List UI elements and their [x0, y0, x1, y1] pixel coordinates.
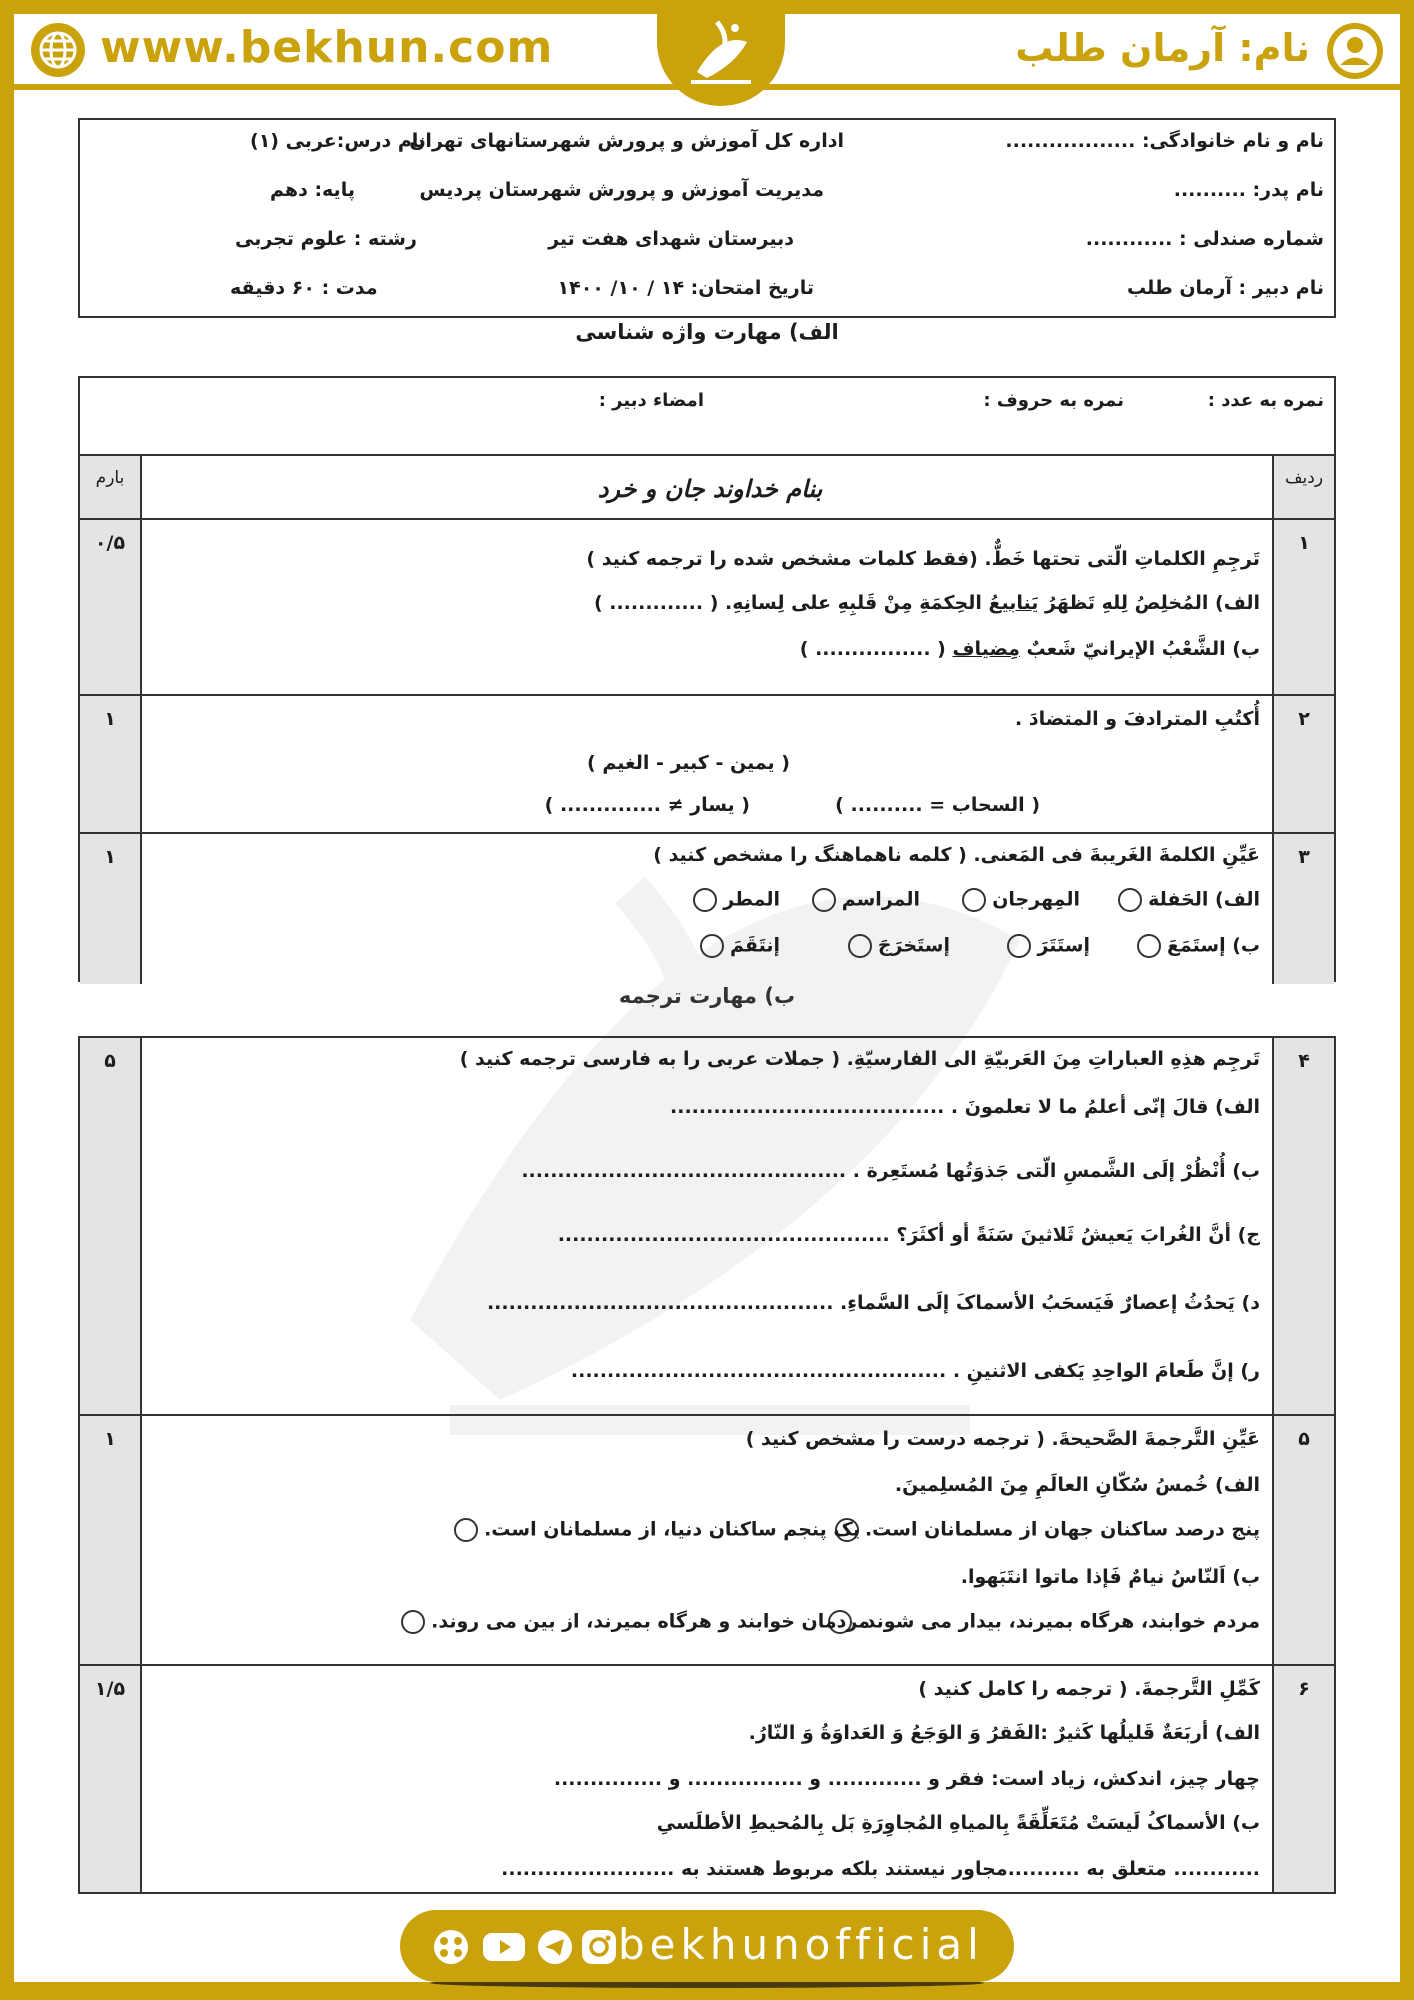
question-prompt: تَرجِمِ الکلماتِ الّتی تحتها خَطٌّ. (فقط کلمات مشخص شده را ترجمه کنید )	[586, 548, 1260, 570]
radio-circle[interactable]	[401, 1610, 425, 1634]
question-number: ۲	[1272, 696, 1334, 832]
grade-level: پایه: دهم	[270, 179, 355, 201]
option-radio[interactable]	[828, 1610, 1260, 1634]
section-a-title: الف) مهارت واژه شناسی	[575, 320, 839, 344]
option-label: ب) إستَمَعَ	[1166, 934, 1260, 957]
questions-table-part-2	[78, 1036, 1336, 1894]
grade-signature-row	[80, 378, 1334, 456]
antonym-blank: ( یسار ≠ .............. )	[544, 794, 750, 816]
question-content	[160, 696, 1260, 832]
item-text: ب) الشَّعْبُ الإیرانيّ شَعبٌ	[1019, 638, 1260, 660]
question-prompt: أُکتُبِ المترادفَ و المتضادَ .	[1015, 708, 1260, 730]
option-radio[interactable]	[962, 888, 1080, 912]
synonym-blank: ( السحاب = .......... )	[835, 794, 1040, 816]
exam-date: تاریخ امتحان: ۱۴ / ۱۰/ ۱۴۰۰	[557, 277, 814, 299]
option-label: الف) الحَفلة	[1148, 888, 1260, 911]
question-number: ۱	[1272, 520, 1334, 694]
question-row-4	[80, 1038, 1334, 1416]
question-row-3	[80, 834, 1334, 984]
radio-circle[interactable]	[1137, 934, 1161, 958]
radio-circle[interactable]	[1118, 888, 1142, 912]
study-field: رشته : علوم تجربی	[235, 228, 417, 250]
option-radio[interactable]	[848, 934, 950, 958]
question-score: ۱	[80, 834, 142, 984]
translation-line: ب) أُنْظُرْ إلَی الشَّمسِ الّتی جَذوَتُها مُستَعِرة . .............................................	[521, 1160, 1260, 1182]
option-label: یک پنجم ساکنان دنیا، از مسلمانان است.	[484, 1518, 860, 1541]
exam-info-header	[78, 118, 1336, 318]
option-label: إنتَقَمَ	[730, 934, 780, 957]
radio-circle[interactable]	[962, 888, 986, 912]
office-title: اداره کل آموزش و پرورش شهرستانهای تهران	[409, 130, 844, 152]
option-radio[interactable]	[693, 888, 780, 912]
radio-circle[interactable]	[693, 888, 717, 912]
question-number: ۳	[1272, 834, 1334, 984]
option-radio[interactable]	[401, 1610, 870, 1634]
item-text: الف) المُخلِصُ لِلهِ تَظهَرُ	[1038, 592, 1260, 614]
user-icon	[1324, 20, 1386, 82]
option-label: مردمان خوابند و هرگاه بمیرند، از بین می روند.	[431, 1610, 870, 1633]
question-item-b	[800, 638, 1260, 660]
question-item-a	[594, 592, 1260, 614]
item-text: الحِکمَةِ مِنْ قَلبِهِ علی لِسانِهِ. ( ............. )	[593, 592, 989, 614]
question-row-1	[80, 520, 1334, 696]
option-label: إستَتَرَ	[1037, 934, 1090, 957]
question-content	[160, 1416, 1260, 1664]
question-item-b: ب) اَلنّاسُ نیامٌ فَإذا ماتوا انتَبَهوا.	[960, 1566, 1260, 1588]
website-link[interactable]: www.bekhun.com	[100, 22, 554, 73]
teacher-name: نام دبیر : آرمان طلب	[1126, 277, 1324, 299]
question-score: ۵	[80, 1038, 142, 1414]
question-item-b: ب) الأسماکُ لَیسَتْ مُتَعَلِّقَةً بِالمیاهِ المُجاوِرَةِ بَل بِالمُحیطِ الأطلَسیِ	[656, 1812, 1260, 1834]
management-title: مدیریت آموزش و پرورش شهرستان پردیس	[419, 179, 824, 201]
globe-icon	[28, 20, 88, 80]
question-prompt: کَمِّلِ التَّرجمةَ. ( ترجمه را کامل کنید )	[918, 1678, 1260, 1700]
item-text: ( ................ )	[799, 638, 953, 660]
social-footer	[400, 1910, 1014, 1982]
question-content	[160, 1038, 1260, 1414]
question-row-5	[80, 1416, 1334, 1666]
option-radio[interactable]	[835, 1518, 1260, 1542]
option-radio[interactable]	[1007, 934, 1090, 958]
question-score: ۱	[80, 1416, 142, 1664]
questions-table-part-1	[78, 376, 1336, 982]
option-label: إستَخرَجَ	[877, 934, 950, 957]
barem-header: بارم	[80, 456, 142, 518]
letter-grade-label: نمره به حروف :	[983, 390, 1124, 411]
bismillah-cell	[160, 456, 1260, 518]
question-prompt: عَیِّنِ الکلمةَ الغَریبةَ فی المَعنی. ( کلمه ناهماهنگ را مشخص کنید )	[653, 844, 1260, 866]
option-label: المِهرجان	[992, 888, 1080, 911]
question-score: ۱/۵	[80, 1666, 142, 1892]
aparat-icon[interactable]	[432, 1928, 470, 1966]
option-radio[interactable]	[700, 934, 780, 958]
option-radio[interactable]	[454, 1518, 860, 1542]
question-item-a: الف) خُمسُ سُکّانِ العالَمِ مِنَ المُسلِمینَ.	[894, 1474, 1260, 1496]
translation-line: ج) أنَّ الغُرابَ یَعیشُ ثَلاثینَ سَنَةً أو أکثَرَ؟ ..............................................	[557, 1224, 1260, 1246]
translation-blank: ............ متعلق به ..........مجاور نیستند بلکه مربوط هستند به ........................	[501, 1858, 1260, 1880]
translation-line: الف) قالَ إنّی أعلمُ ما لا تعلمونَ . ......................................	[670, 1096, 1260, 1118]
question-row-2	[80, 696, 1334, 834]
underlined-word: یَنابیعُ	[988, 592, 1039, 614]
course-name: نام درس:عربی (۱)	[250, 130, 427, 152]
question-score: ۱	[80, 696, 142, 832]
option-radio[interactable]	[1118, 888, 1260, 912]
radio-circle[interactable]	[1007, 934, 1031, 958]
option-label: مردم خوابند، هرگاه بمیرند، بیدار می شوند.	[858, 1610, 1260, 1633]
seat-number-field: شماره صندلی : ............	[1085, 228, 1324, 250]
option-label: المطر	[723, 888, 780, 911]
teacher-signature-label: امضاء دبیر :	[598, 390, 704, 411]
brand-header	[14, 14, 1400, 90]
translation-line: ر) إنَّ طَعامَ الواحِدِ یَکفی الاثنینِ . ....................................................	[570, 1360, 1260, 1382]
father-name-field: نام پدر: ..........	[1173, 179, 1324, 201]
radio-circle[interactable]	[700, 934, 724, 958]
option-radio[interactable]	[812, 888, 920, 912]
radio-circle[interactable]	[848, 934, 872, 958]
option-label: پنج درصد ساکنان جهان از مسلمانان است.	[864, 1518, 1260, 1541]
student-name-heading: نام: آرمان طلب	[1015, 26, 1310, 70]
info-row	[80, 120, 1334, 170]
question-content	[160, 834, 1260, 984]
question-content	[160, 1666, 1260, 1892]
info-row	[80, 218, 1334, 268]
radif-header: ردیف	[1272, 456, 1334, 518]
info-row	[80, 267, 1334, 317]
question-score: ۰/۵	[80, 520, 142, 694]
radio-circle[interactable]	[812, 888, 836, 912]
telegram-icon[interactable]	[536, 1928, 574, 1966]
question-number: ۴	[1272, 1038, 1334, 1414]
exam-duration: مدت : ۶۰ دقیقه	[230, 277, 378, 299]
question-prompt: تَرجِم هذِهِ العباراتِ مِنَ العَربیّةِ الی الفارسیّةِ. ( جملات عربی را به فارسی ترجمه کنید )	[459, 1048, 1260, 1070]
question-prompt: عَیِّنِ التَّرجمةَ الصَّحیحةَ. ( ترجمه درست را مشخص کنید )	[745, 1428, 1260, 1450]
question-row-6	[80, 1666, 1334, 1892]
option-label: المراسم	[841, 888, 920, 911]
bismillah-text: بنام خداوند جان و خرد	[597, 474, 823, 503]
student-name-field: نام و نام خانوادگی: ..................	[1005, 130, 1324, 152]
option-radio[interactable]	[1137, 934, 1260, 958]
translation-line: د) یَحدُثُ إعصارٌ فَیَسحَبُ الأسماکَ إلَی السَّماءِ. ................................................	[486, 1292, 1260, 1314]
question-number: ۶	[1272, 1666, 1334, 1892]
brand-logo-icon	[677, 12, 765, 96]
numeric-grade-label: نمره به عدد :	[1207, 390, 1324, 411]
translation-blank: چهار چیز، اندکش، زیاد است: فقر و ............. و ................ و ...............	[553, 1768, 1260, 1790]
section-b-title: ب) مهارت ترجمه	[618, 984, 796, 1008]
youtube-icon[interactable]	[482, 1928, 526, 1966]
info-row	[80, 169, 1334, 219]
underlined-word: مِضیاف	[952, 638, 1020, 660]
instagram-icon[interactable]	[580, 1928, 618, 1966]
question-number: ۵	[1272, 1416, 1334, 1664]
question-item-a: الف) أربَعَةٌ قَلیلُها کَثیرٌ :الفَقرُ وَ الوَجَعُ وَ العَداوَةُ وَ النّارُ.	[748, 1722, 1260, 1744]
word-bank: ( یمین - کبیر - الغیم )	[587, 752, 790, 774]
social-handle[interactable]: bekhunofficial	[618, 1920, 984, 1969]
school-name: دبیرستان شهدای هفت تیر	[548, 228, 794, 250]
table-head-row	[80, 456, 1334, 520]
radio-circle[interactable]	[454, 1518, 478, 1542]
question-content	[160, 520, 1260, 694]
